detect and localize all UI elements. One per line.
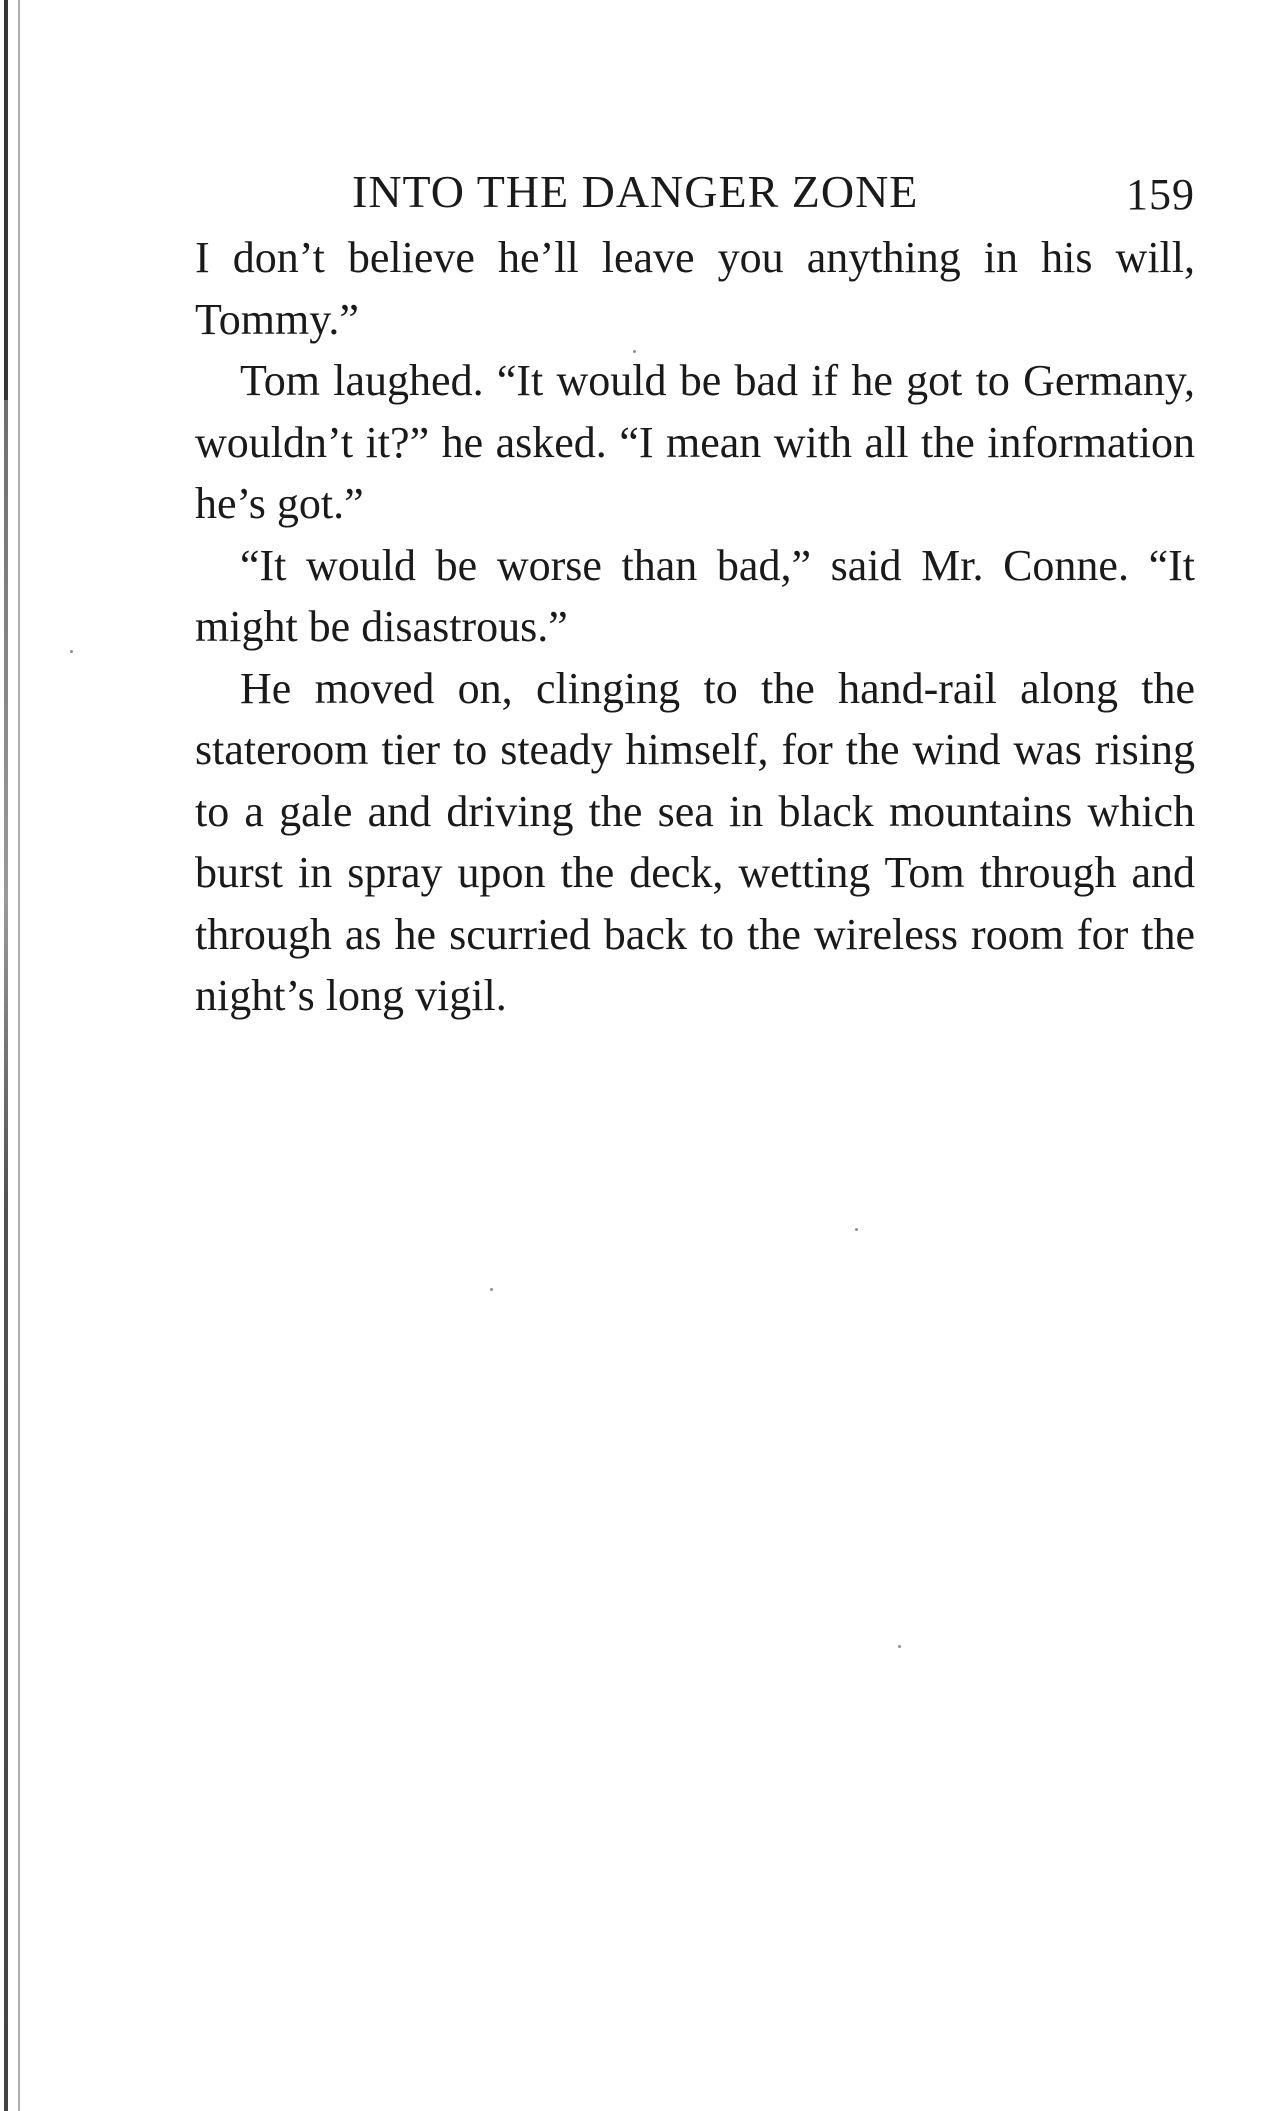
- scan-speck: [70, 650, 73, 653]
- scan-speck: [898, 1645, 901, 1648]
- scan-speck: [633, 350, 636, 353]
- running-head: [195, 165, 1195, 225]
- scan-speck: [855, 1228, 858, 1231]
- page-number: 159: [1126, 170, 1195, 219]
- scan-binding-shadow: [18, 0, 20, 2111]
- running-title: INTO THE DANGER ZONE: [352, 166, 919, 217]
- scan-speck: [490, 1288, 493, 1291]
- paragraph-2: Tom laughed. “It would be bad if he got to Germany, wouldn’t it?” he asked. “I mean with all the information he’s got.”: [195, 356, 1195, 528]
- paragraph-1: I don’t believe he’ll leave you anything in his will, Tommy.”: [195, 233, 1195, 344]
- body-text: [195, 227, 1195, 1027]
- book-page: [195, 165, 1195, 1027]
- paragraph-3: “It would be worse than bad,” said Mr. Conne. “It might be disastrous.”: [195, 540, 1195, 651]
- scan-binding-edge: [4, 0, 8, 2111]
- paragraph-4: He moved on, clinging to the hand-rail along the stateroom tier to steady himself, for the wind was rising to a gale and driving the sea in black mountains which burst in spray upon the deck, wetting Tom through and through as he scurried back to the wireless room for the night’s long vigil.: [195, 663, 1195, 1020]
